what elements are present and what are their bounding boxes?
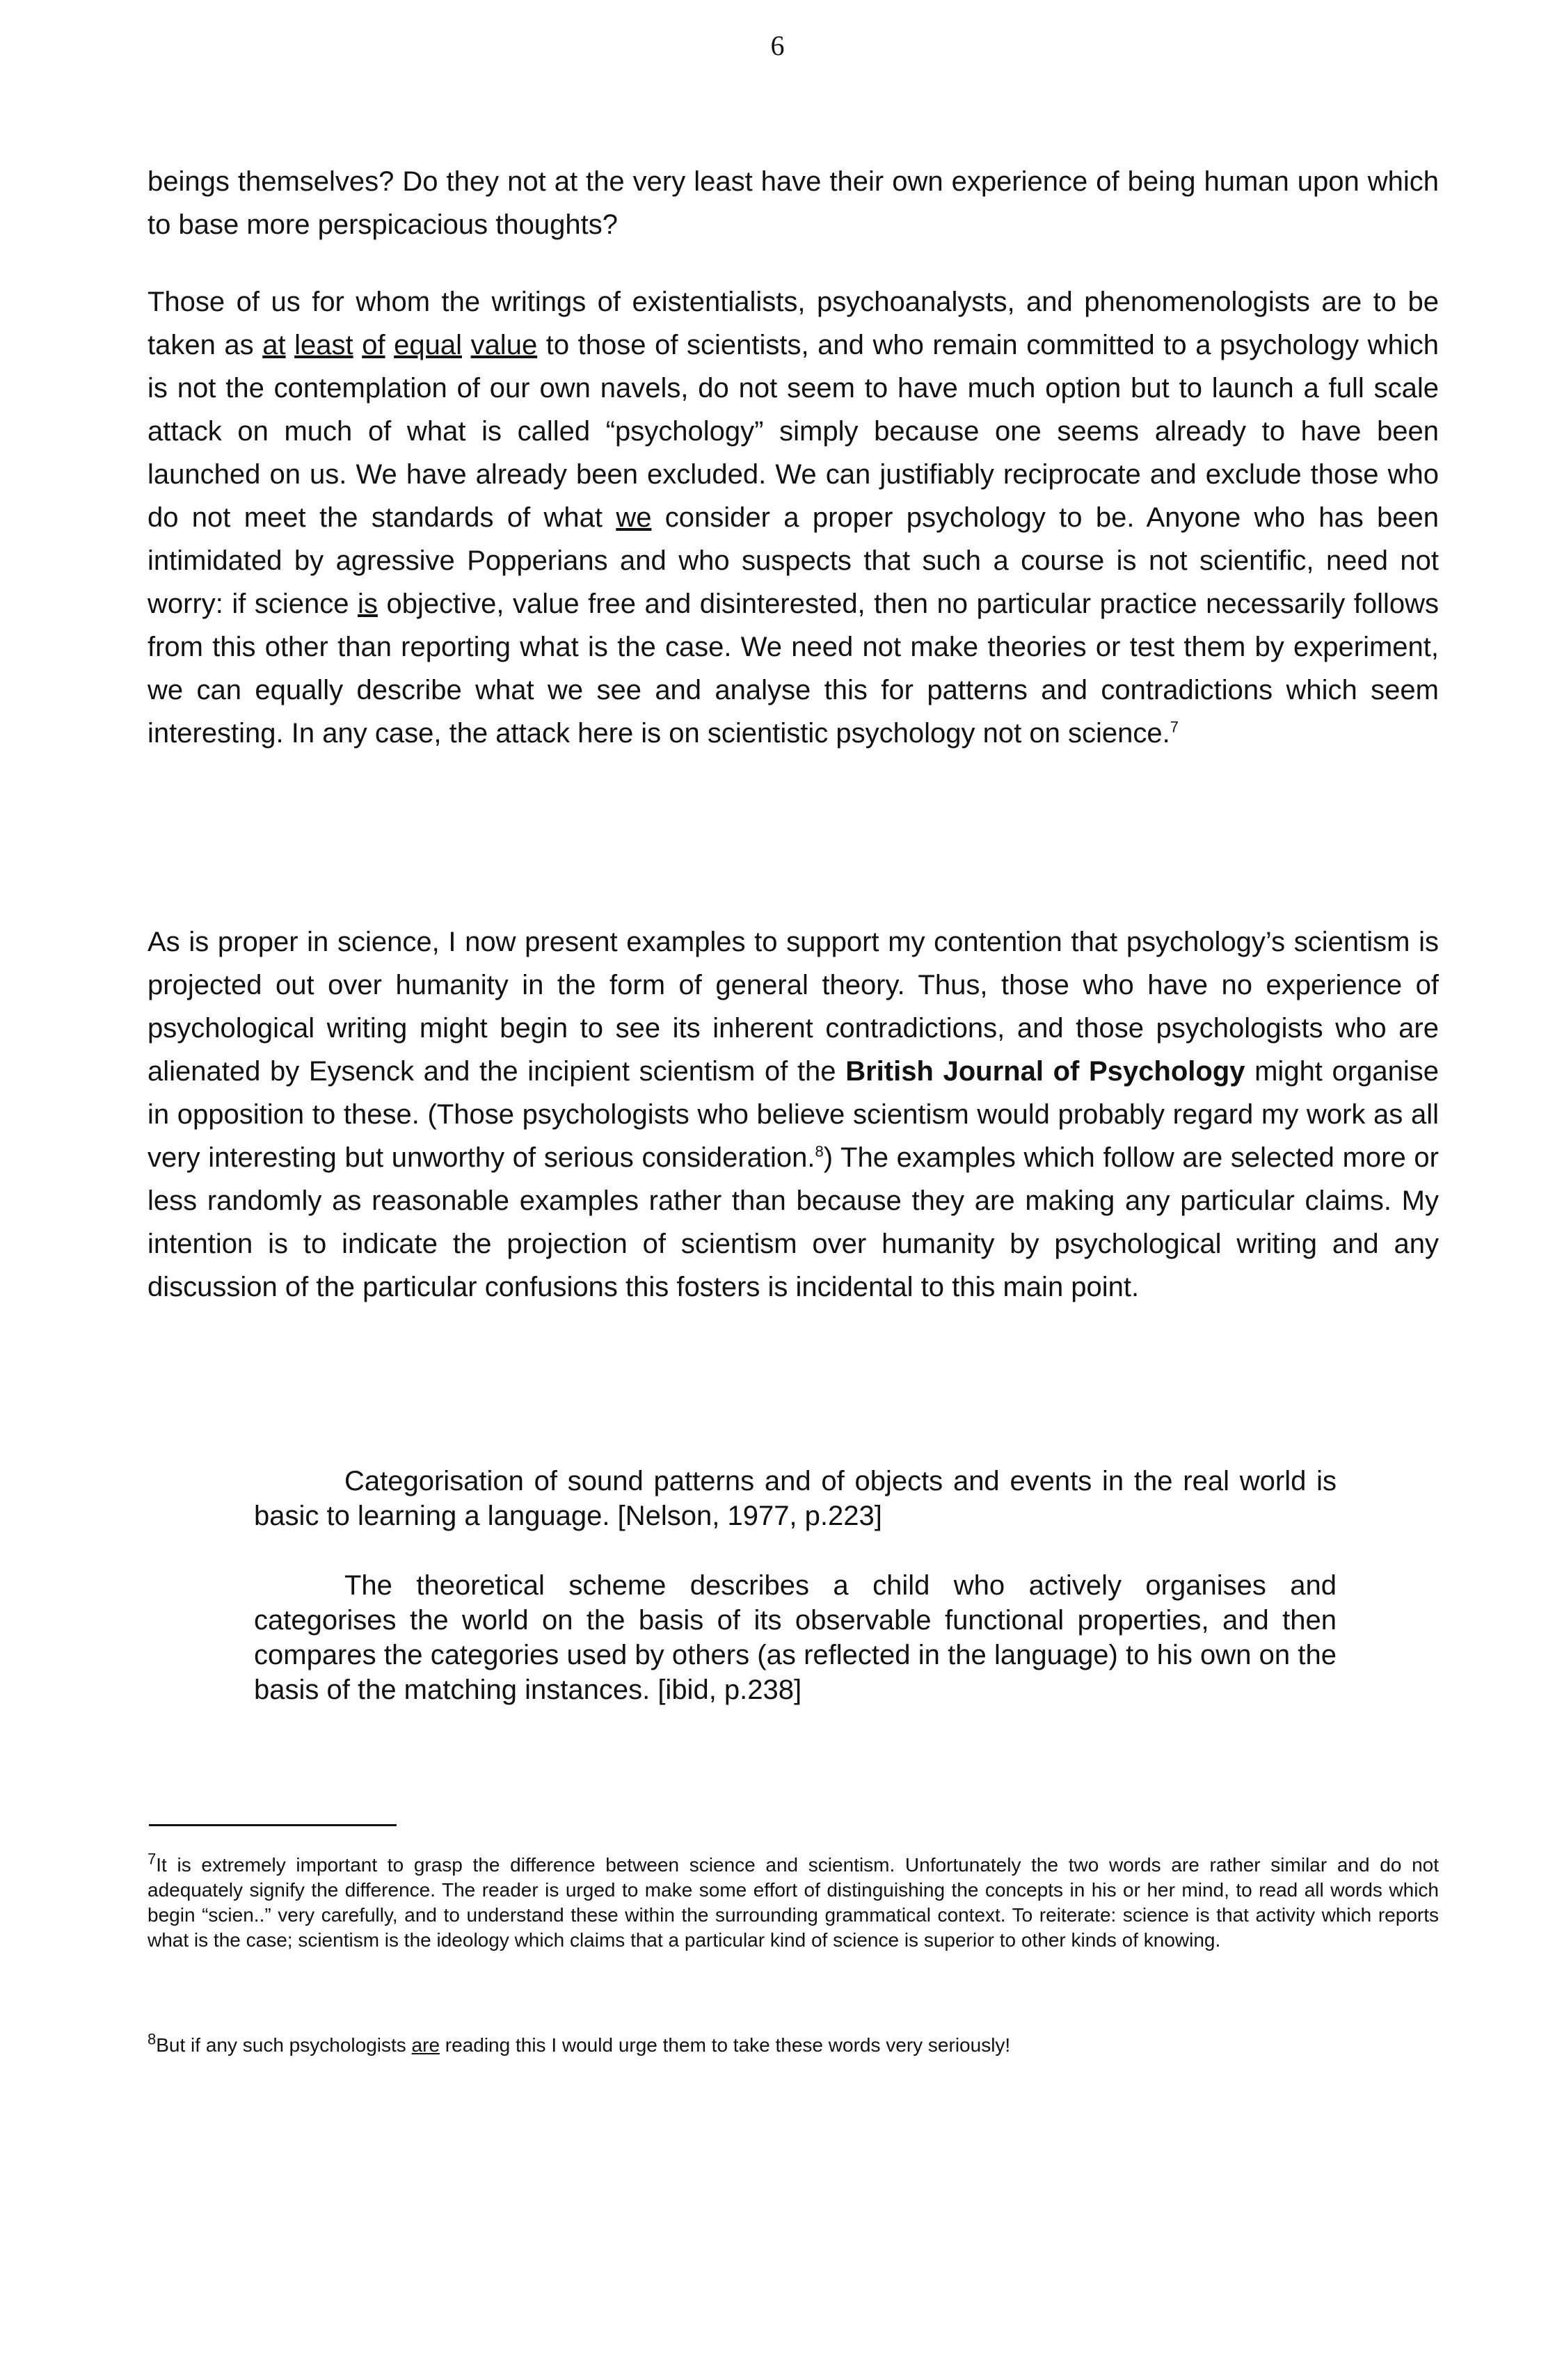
paragraph-examples [147, 920, 1439, 1309]
footnote-divider [149, 1824, 397, 1826]
underlined-word: is [358, 589, 378, 619]
block-quote-nelson [254, 1464, 1337, 1533]
footnote-text: But if any such psychologists [156, 2034, 412, 2056]
underlined-word: of [362, 330, 385, 360]
footnote-mark: 7 [147, 1850, 157, 1868]
footnote-reference-7: 7 [1170, 718, 1179, 736]
paragraph-text: might organise in opposition to these. (Those psychologists who believe scientism would probably regard my work as all very interesting but unworthy of serious consideration. [147, 1056, 1439, 1173]
underlined-word: least [294, 330, 353, 360]
paragraph-text: ) The examples which follow are selected more or less randomly as reasonable examples rather than because they are making any particular claims. My intention is to indicate the projection of scientism over humanity by psychological writing and any discussion of the particular confusions this fosters is incidental to this main point. [147, 1142, 1439, 1302]
quote-text: Categorisation of sound patterns and of objects and events in the real world is basic to learning a language. [Nelson, 1977, p.223] [254, 1466, 1337, 1531]
footnote-text: It is extremely important to grasp the difference between science and scientism. Unfortunately the two words are rather similar and do not adequately signify the difference. The reader is urged to make some effort of distinguishing the concepts in his or her mind, to read all words which begin “scien..” very carefully, and to understand these within the surrounding grammatical context. To reiterate: science is that activity which reports what is the case; scientism is the ideology which claims that a particular kind of science is superior to other kinds of knowing. [147, 1854, 1439, 1951]
paragraph-text: As is proper in science, I now present examples to support my contention that psychology’s scientism is projected out over humanity in the form of general theory. Thus, those who have no experience of psychological writing might begin to see its inherent contradictions, and those psychologists who are alienated by Eysenck and the incipient scientism of the [147, 927, 1439, 1087]
underlined-word: are [411, 2034, 440, 2056]
footnote-7 [147, 1850, 1439, 1953]
paragraph-text: to those of scientists, and who remain committed to a psychology which is not the contemplation of our own navels, do not seem to have much option but to launch a full scale attack on much of what is called “psychology” simply because one seems already to have been launched on us. We have already been excluded. We can justifiably reciprocate and exclude those who do not meet the standards of what [147, 330, 1439, 533]
footnote-reference-8: 8 [815, 1142, 824, 1160]
paragraph-text: Those of us for whom the writings of existentialists, psychoanalysts, and phenomenologists are to be taken as [147, 287, 1439, 360]
paragraph-text: consider a proper psychology to be. Anyone who has been intimidated by agressive Popperians and who suspects that such a course is not scientific, need not worry: if science [147, 502, 1440, 619]
paragraph-text: objective, value free and disinterested, then no particular practice necessarily follows from this other than reporting what is the case. We need not make theories or test them by experiment, we can equally describe what we see and analyse this for patterns and contradictions which seem interesting. In any case, the attack here is on scientistic psychology not on science. [147, 589, 1439, 749]
paragraph-continuation [147, 160, 1439, 246]
footnote-mark: 8 [147, 2030, 157, 2048]
journal-title: British Journal of Psychology [845, 1056, 1245, 1087]
page-number: 6 [770, 30, 785, 61]
footnote-text: reading this I would urge them to take these words very seriously! [440, 2034, 1011, 2056]
underlined-word: value [470, 330, 538, 360]
block-quote-ibid [254, 1568, 1337, 1707]
underlined-word: equal [394, 330, 462, 360]
underlined-word: we [616, 502, 652, 533]
quote-text: The theoretical scheme describes a child who actively organises and categorises the world on the basis of its observable functional properties, and then compares the categories used by others (as reflected in the language) to his own on the basis of the matching instances. [ibid, p.238] [254, 1570, 1337, 1705]
underlined-word: at [262, 330, 286, 360]
footnote-8 [147, 2030, 1439, 2058]
paragraph-text: beings themselves? Do they not at the very least have their own experience of being human upon which to base more perspicacious thoughts? [147, 166, 1439, 240]
paragraph-existentialists [147, 280, 1439, 755]
